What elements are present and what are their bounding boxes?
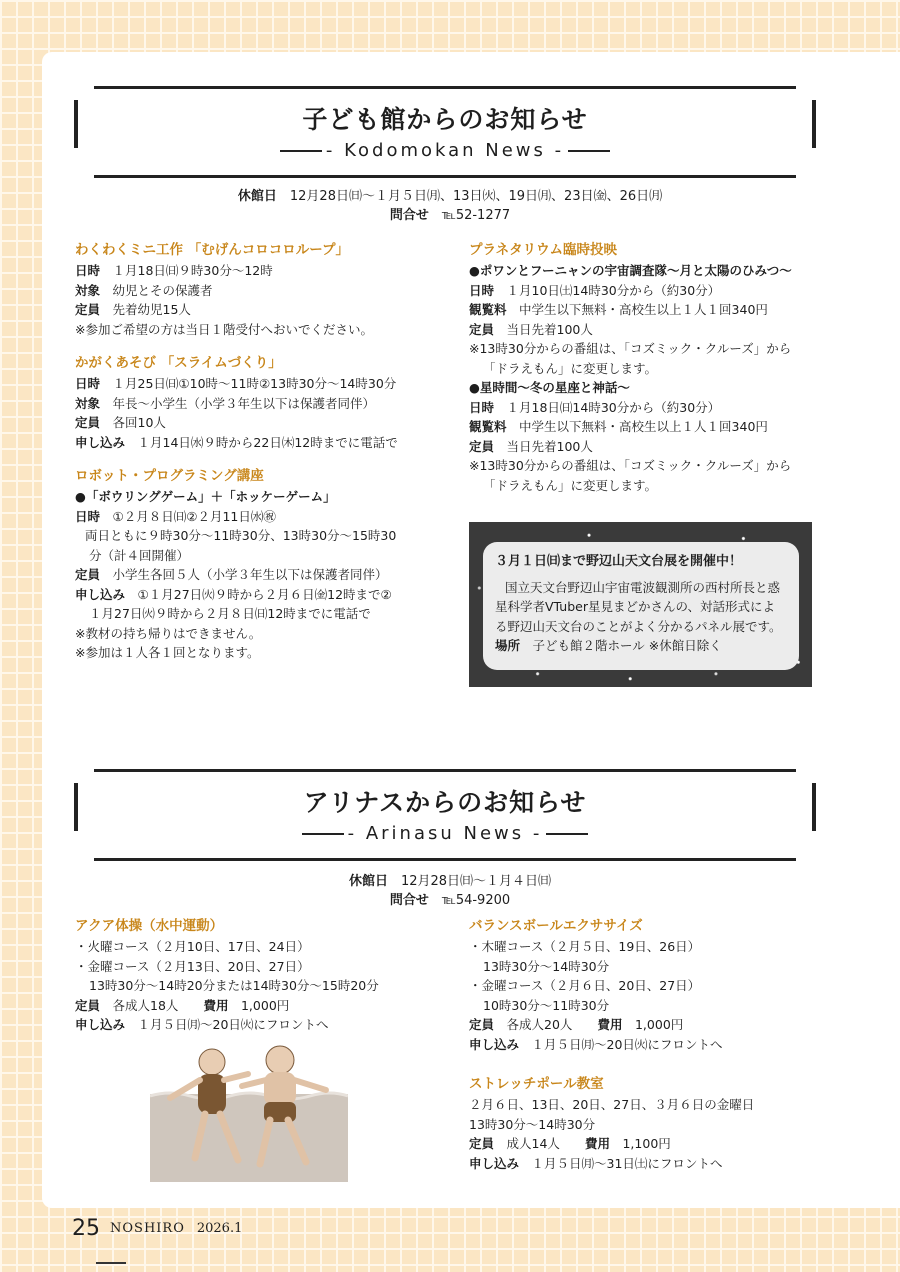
class-row: 申し込み １月５日㈪～31日㈯にフロントへ xyxy=(469,1155,723,1171)
event-row: 日時 ①２月８日㈰②２月11日㈬㊗ xyxy=(75,508,276,524)
event-note: ※教材の持ち帰りはできません。 xyxy=(75,625,262,641)
event-row-cont: １月27日㈫９時から２月８日㈰12時までに電話で xyxy=(89,606,371,621)
event-row: 定員 各回10人 xyxy=(75,415,166,430)
page-number: 25 xyxy=(72,1216,100,1241)
class-title: ストレッチポール教室 xyxy=(469,1076,604,1092)
issue-date: 2026.1 xyxy=(196,1221,243,1236)
event-row: 日時 １月25日㈰①10時～11時②13時30分～14時30分 xyxy=(75,376,397,391)
class-text: ２月６日、13日、20日、27日、３月６日の金曜日 xyxy=(469,1097,755,1112)
arinasu-right-column xyxy=(469,916,754,1173)
show-name: ●ポワンとフーニャンの宇宙調査隊～月と太陽のひみつ～ xyxy=(469,263,792,278)
show-note: ※13時30分からの番組は、「コズミック・クルーズ」から xyxy=(469,458,792,473)
show-row: 定員 当日先着100人 xyxy=(469,438,593,454)
aqua-exercise-illustration xyxy=(150,1040,348,1182)
class-title: アクア体操（水中運動） xyxy=(75,918,224,934)
kodomokan-header xyxy=(74,86,816,178)
header-rule xyxy=(94,858,796,861)
event-note: ※参加ご希望の方は当日１階受付へおいでください。 xyxy=(75,321,373,337)
event-row: 対象 年長～小学生（小学３年生以下は保護者同伴） xyxy=(75,395,376,411)
kodomokan-subtitle: - Kodomokan News - xyxy=(74,140,816,161)
show-row: 日時 １月10日㈯14時30分から（約30分） xyxy=(469,282,721,298)
arinasu-subtitle: - Arinasu News - xyxy=(74,823,816,844)
closed-value: 12月28日㈰～１月４日㈰ xyxy=(400,874,552,889)
class-text: 13時30分～14時20分または14時30分～15時20分 xyxy=(89,978,379,993)
class-row: 定員 成人14人 費用 1,100円 xyxy=(469,1136,671,1151)
header-rule xyxy=(94,175,796,178)
class-text: ・金曜コース（２月６日、20日、27日） xyxy=(469,978,701,993)
event-row: 定員 先着幼児15人 xyxy=(75,302,191,317)
exhibit-place: 場所 子ども館２階ホール ※休館日除く xyxy=(495,638,722,653)
event-row: 対象 幼児とその保護者 xyxy=(75,282,213,298)
closed-value: 12月28日㈰～１月５日㈪、13日㈫、19日㈪、23日㈮、26日㈪ xyxy=(289,189,663,204)
closed-label: 休館日 xyxy=(348,874,388,889)
show-row: 日時 １月18日㈰14時30分から（約30分） xyxy=(469,399,721,415)
arinasu-header xyxy=(74,769,816,861)
class-text: 13時30分～14時30分 xyxy=(469,1116,596,1132)
show-note: 「ドラえもん」に変更します。 xyxy=(483,477,658,493)
closed-label: 休館日 xyxy=(237,189,277,204)
planetarium-column xyxy=(469,240,792,495)
kodomokan-title: 子ども館からのお知らせ xyxy=(302,105,588,134)
show-row: 観覧料 中学生以下無料・高校生以上１人１回340円 xyxy=(469,419,768,434)
header-rule xyxy=(94,769,796,772)
arinasu-info xyxy=(0,872,900,910)
class-row: 定員 各成人18人 費用 1,000円 xyxy=(75,997,290,1013)
kodomokan-subtitle-text: Kodomokan News xyxy=(344,140,546,161)
exhibit-panel xyxy=(469,522,812,687)
event-title: ロボット・プログラミング講座 xyxy=(75,468,264,484)
class-row: 申し込み １月５日㈪～20日㈫にフロントへ xyxy=(75,1017,329,1032)
exhibit-text: る野辺山天文台のことがよく分かるパネル展です。 xyxy=(495,618,782,634)
arinasu-title: アリナスからのお知らせ xyxy=(303,788,587,817)
contact-label: 問合せ xyxy=(389,893,429,908)
event-row: 申し込み １月14日㈬９時から22日㈭12時までに電話で xyxy=(75,434,398,450)
exhibit-card xyxy=(483,542,799,670)
event-row-cont: 両日ともに９時30分～11時30分、13時30分～15時30 xyxy=(85,528,397,543)
exhibit-text: 星科学者VTuber星見まどかさんの、対話形式によ xyxy=(495,599,775,614)
planetarium-title: プラネタリウム臨時投映 xyxy=(469,242,617,258)
magazine-name: NOSHIRO xyxy=(110,1221,185,1236)
class-text: 13時30分～14時30分 xyxy=(483,958,610,974)
footer-rule xyxy=(96,1262,126,1264)
event-row: 定員 小学生各回５人（小学３年生以下は保護者同伴） xyxy=(75,567,388,582)
show-name: ●星時間～冬の星座と神話～ xyxy=(469,380,630,395)
event-row-cont: 分（計４回開催） xyxy=(89,547,190,563)
event-title: わくわくミニ工作 「むげんコロコロループ」 xyxy=(75,242,350,258)
show-row: 観覧料 中学生以下無料・高校生以上１人１回340円 xyxy=(469,302,768,317)
class-text: 10時30分～11時30分 xyxy=(483,997,610,1013)
event-row: 申し込み ①１月27日㈫９時から２月６日㈮12時まで② xyxy=(75,586,392,602)
event-row: 日時 １月18日㈰９時30分～12時 xyxy=(75,263,273,278)
show-note: 「ドラえもん」に変更します。 xyxy=(483,360,658,376)
exhibit-text: 国立天文台野辺山宇宙電波観測所の西村所長と惑 xyxy=(505,579,781,595)
page-footer xyxy=(72,1216,242,1241)
class-row: 申し込み １月５日㈪～20日㈫にフロントへ xyxy=(469,1036,723,1052)
exhibit-title: ３月１日㈰まで野辺山天文台展を開催中！ xyxy=(495,554,743,569)
event-note: ※参加は１人各１回となります。 xyxy=(75,645,260,660)
class-title: バランスボールエクササイズ xyxy=(469,918,643,934)
show-note: ※13時30分からの番組は、「コズミック・クルーズ」から xyxy=(469,341,792,356)
show-row: 定員 当日先着100人 xyxy=(469,321,593,337)
class-text: ・金曜コース（２月13日、20日、27日） xyxy=(75,958,310,974)
header-rule xyxy=(94,86,796,89)
contact-value: ℡52-1277 xyxy=(441,208,511,223)
kodomokan-left-column xyxy=(75,240,398,663)
arinasu-left-column xyxy=(75,916,379,1035)
event-bullet: ●「ボウリングゲーム」＋「ホッケーゲーム」 xyxy=(75,489,336,504)
class-text: ・火曜コース（２月10日、17日、24日） xyxy=(75,939,310,954)
arinasu-subtitle-text: Arinasu News xyxy=(365,823,525,844)
kodomokan-info xyxy=(0,187,900,225)
contact-label: 問合せ xyxy=(389,208,429,223)
class-text: ・木曜コース（２月５日、19日、26日） xyxy=(469,939,701,954)
class-row: 定員 各成人20人 費用 1,000円 xyxy=(469,1017,684,1032)
event-title: かがくあそび 「スライムづくり」 xyxy=(75,355,282,371)
pool-water xyxy=(150,1094,348,1182)
contact-value: ℡54-9200 xyxy=(441,893,511,908)
